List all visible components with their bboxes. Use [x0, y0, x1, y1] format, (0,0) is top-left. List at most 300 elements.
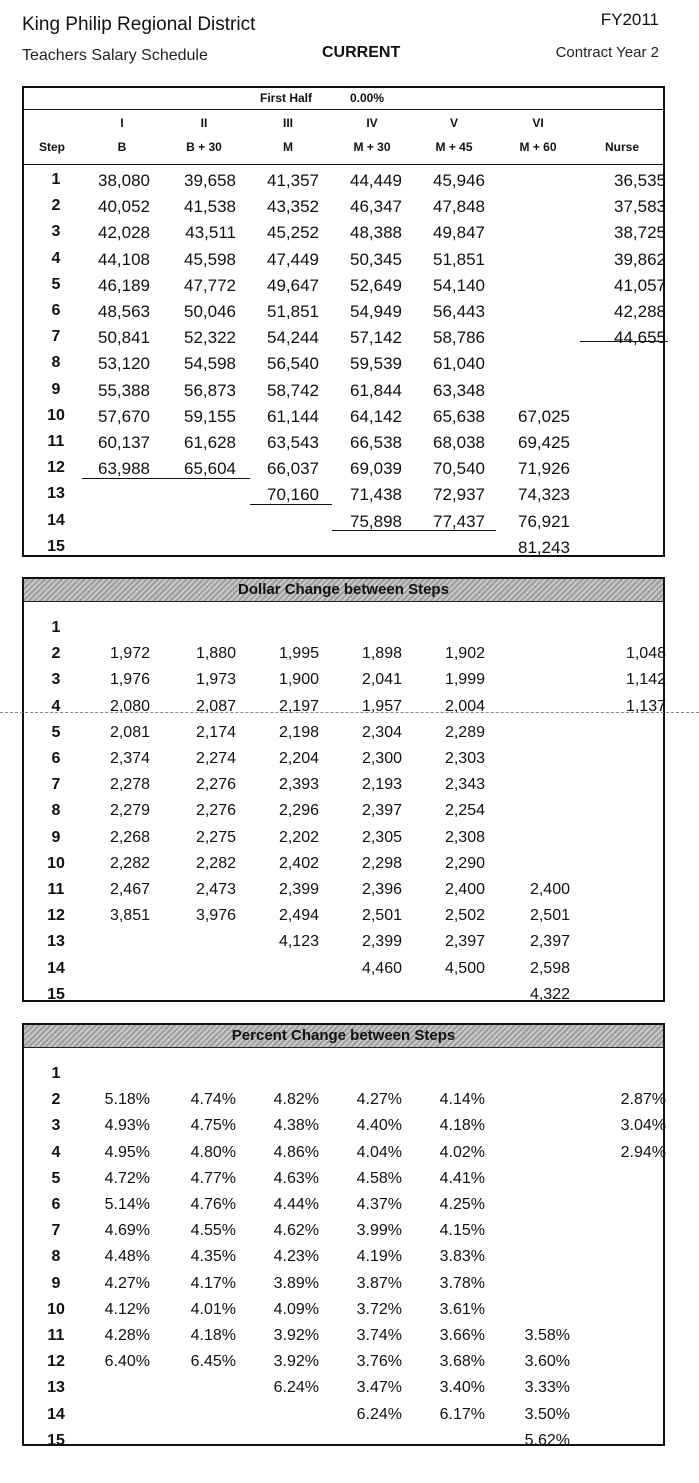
- value-cell: 2,473: [195, 881, 236, 898]
- value-cell: 1,995: [278, 645, 319, 663]
- value-cell: 1,972: [109, 645, 150, 663]
- value-cell: 65,604: [184, 459, 236, 479]
- value-cell: 2,467: [109, 881, 150, 898]
- value-cell: 4.80%: [190, 1143, 236, 1161]
- step-number: 10: [47, 406, 65, 424]
- step-number: 9: [51, 828, 61, 846]
- step-number: 6: [51, 302, 61, 319]
- value-cell: 75,898: [350, 511, 402, 531]
- column-header: B + 30: [186, 140, 222, 154]
- value-cell: 4.09%: [273, 1300, 319, 1318]
- value-cell: 46,189: [98, 275, 150, 295]
- value-cell: 4.38%: [273, 1117, 319, 1135]
- table-row: [24, 671, 666, 697]
- value-cell: 3.99%: [356, 1222, 402, 1240]
- roman-numeral-row: [24, 116, 663, 132]
- value-cell: 38,080: [98, 171, 150, 190]
- contract-year: Contract Year 2: [555, 44, 659, 61]
- value-cell: 70,540: [433, 459, 485, 479]
- value-cell: 4.23%: [273, 1248, 319, 1266]
- value-cell: 5.18%: [104, 1091, 150, 1109]
- step-number: 14: [47, 1405, 65, 1423]
- step-number: 1: [51, 619, 61, 636]
- dollar-change-title: Dollar Change between Steps: [238, 581, 449, 598]
- value-cell: 1,048: [625, 645, 666, 663]
- column-header: M: [283, 140, 293, 154]
- value-cell: 2,081: [109, 723, 150, 741]
- value-cell: 55,388: [98, 380, 150, 400]
- value-cell: 54,949: [350, 302, 402, 321]
- value-cell: 77,437: [433, 511, 485, 531]
- value-cell: 6.45%: [190, 1353, 236, 1371]
- step-number: 8: [51, 1248, 61, 1266]
- value-cell: 2,279: [109, 802, 150, 820]
- value-cell: 2,343: [444, 776, 485, 794]
- district-title: King Philip Regional District: [22, 14, 256, 35]
- step-number: 4: [51, 697, 61, 715]
- value-cell: 52,322: [184, 328, 236, 348]
- value-cell: 2,501: [529, 907, 570, 925]
- table-row: [24, 1143, 666, 1170]
- value-cell: 6.24%: [356, 1405, 402, 1423]
- value-cell: 2,193: [361, 776, 402, 794]
- value-cell: 2,274: [195, 750, 236, 767]
- roman-header: II: [200, 116, 208, 130]
- step-number: 7: [51, 1222, 61, 1240]
- value-cell: 4.44%: [273, 1196, 319, 1213]
- value-cell: 54,244: [267, 328, 319, 348]
- value-cell: 4.14%: [439, 1091, 485, 1109]
- value-cell: 2,004: [444, 697, 485, 715]
- value-cell: 2,300: [361, 750, 402, 767]
- table-row: [24, 171, 666, 197]
- value-cell: 3.92%: [273, 1327, 319, 1344]
- value-cell: 44,449: [350, 171, 402, 190]
- table-row: [24, 1275, 663, 1301]
- value-cell: 4.12%: [104, 1300, 150, 1318]
- table-row: [24, 1196, 663, 1222]
- value-cell: 3.61%: [439, 1300, 485, 1318]
- value-cell: 1,880: [195, 645, 236, 663]
- value-cell: 54,140: [433, 275, 485, 295]
- value-cell: 1,902: [444, 645, 485, 663]
- table-row: [24, 750, 663, 776]
- value-cell: 3.33%: [524, 1379, 570, 1397]
- step-number: 10: [47, 854, 65, 872]
- step-number: 6: [51, 1196, 61, 1213]
- value-cell: 5.62%: [524, 1431, 570, 1449]
- value-cell: 3.50%: [524, 1405, 570, 1423]
- value-cell: 4.18%: [439, 1117, 485, 1135]
- table-row: [24, 1432, 663, 1458]
- value-cell: 4.40%: [356, 1117, 402, 1135]
- value-cell: 48,388: [350, 223, 402, 243]
- value-cell: 2,304: [361, 723, 402, 741]
- value-cell: 2,254: [444, 802, 485, 820]
- table-row: [24, 645, 666, 671]
- value-cell: 61,040: [433, 354, 485, 374]
- value-cell: 2,041: [361, 671, 402, 689]
- value-cell: 4,322: [529, 985, 570, 1003]
- step-number: 7: [51, 328, 61, 346]
- value-cell: 1,137: [625, 697, 666, 715]
- value-cell: 3.47%: [356, 1379, 402, 1397]
- value-cell: 2,397: [444, 933, 485, 951]
- value-cell: 41,357: [267, 171, 319, 190]
- step-number: 15: [47, 1431, 65, 1449]
- column-header: M + 60: [519, 140, 557, 154]
- value-cell: 65,638: [433, 406, 485, 426]
- roman-header: IV: [366, 116, 378, 130]
- table-row: [24, 328, 666, 354]
- value-cell: 57,670: [98, 406, 150, 426]
- value-cell: 3.74%: [356, 1327, 402, 1344]
- value-cell: 61,628: [184, 433, 236, 452]
- value-cell: 4.15%: [439, 1222, 485, 1240]
- value-cell: 47,772: [184, 275, 236, 295]
- value-cell: 2,399: [361, 933, 402, 951]
- value-cell: 49,847: [433, 223, 485, 243]
- value-cell: 2,198: [278, 723, 319, 741]
- value-cell: 4.17%: [190, 1274, 236, 1292]
- table-row: [24, 459, 663, 485]
- step-number: 14: [47, 511, 65, 529]
- step-number: 1: [51, 171, 61, 188]
- current-label: CURRENT: [322, 44, 401, 61]
- table-row: [24, 1327, 663, 1353]
- header-rule-bottom: [24, 164, 663, 165]
- table-row: [24, 724, 663, 750]
- step-number: 12: [47, 1353, 65, 1371]
- header-rule-top: [24, 109, 663, 110]
- value-cell: 64,142: [350, 406, 402, 426]
- value-cell: 66,037: [267, 459, 319, 479]
- value-cell: 36,535: [614, 171, 666, 190]
- value-cell: 60,137: [98, 433, 150, 452]
- value-cell: 2,393: [278, 776, 319, 794]
- column-label-row: [24, 140, 663, 156]
- value-cell: 70,160: [267, 485, 319, 505]
- value-cell: 39,658: [184, 171, 236, 190]
- value-cell: 6.24%: [273, 1379, 319, 1397]
- value-cell: 2,502: [444, 907, 485, 925]
- step-number: 3: [51, 223, 61, 241]
- value-cell: 4.35%: [190, 1248, 236, 1266]
- value-cell: 4.77%: [190, 1169, 236, 1187]
- value-cell: 3.68%: [439, 1353, 485, 1371]
- value-cell: 6.40%: [104, 1353, 150, 1371]
- value-cell: 44,655: [614, 328, 666, 348]
- table-row: [24, 354, 663, 380]
- value-cell: 61,844: [350, 380, 402, 400]
- value-cell: 49,647: [267, 275, 319, 295]
- value-cell: 4.27%: [104, 1274, 150, 1292]
- value-cell: 4.93%: [104, 1117, 150, 1135]
- step-number: 5: [51, 275, 61, 293]
- value-cell: 50,841: [98, 328, 150, 348]
- dollar-change-banner: [24, 579, 663, 602]
- value-cell: 4.37%: [356, 1196, 402, 1213]
- step-number: 2: [51, 645, 61, 663]
- value-cell: 4.01%: [190, 1300, 236, 1318]
- step-number: 13: [47, 933, 65, 951]
- table-row: [24, 223, 666, 249]
- salary-schedule-table: [22, 86, 665, 557]
- value-cell: 3,976: [195, 907, 236, 925]
- value-cell: 58,742: [267, 380, 319, 400]
- table-row: [24, 960, 663, 986]
- value-cell: 3.60%: [524, 1353, 570, 1371]
- value-cell: 54,598: [184, 354, 236, 374]
- value-cell: 68,038: [433, 433, 485, 452]
- table-row: [24, 829, 663, 855]
- value-cell: 4.02%: [439, 1143, 485, 1161]
- value-cell: 50,046: [184, 302, 236, 321]
- value-cell: 47,848: [433, 197, 485, 217]
- step-number: 11: [47, 433, 65, 450]
- value-cell: 81,243: [518, 537, 570, 557]
- value-cell: 41,538: [184, 197, 236, 217]
- step-column-header: Step: [38, 140, 65, 154]
- table-row: [24, 381, 663, 407]
- table-row: [24, 197, 666, 223]
- step-number: 11: [47, 1327, 65, 1344]
- table-row: [24, 275, 666, 302]
- value-cell: 4.04%: [356, 1143, 402, 1161]
- value-cell: 2.87%: [620, 1091, 666, 1109]
- value-cell: 4.55%: [190, 1222, 236, 1240]
- table-row: [24, 1248, 663, 1274]
- value-cell: 2,598: [529, 959, 570, 977]
- value-cell: 2.94%: [620, 1143, 666, 1161]
- table-row: [24, 986, 663, 1012]
- dollar-change-table: [22, 577, 665, 1002]
- value-cell: 4.95%: [104, 1143, 150, 1161]
- value-cell: 2,204: [278, 750, 319, 767]
- value-cell: 2,400: [444, 881, 485, 898]
- value-cell: 3.87%: [356, 1274, 402, 1292]
- first-half-label: First Half: [260, 91, 313, 105]
- value-cell: 53,120: [98, 354, 150, 374]
- table-row: [24, 933, 663, 959]
- value-cell: 2,087: [195, 697, 236, 715]
- value-cell: 72,937: [433, 485, 485, 505]
- value-cell: 2,501: [361, 907, 402, 925]
- value-cell: 2,268: [109, 828, 150, 846]
- value-cell: 2,397: [361, 802, 402, 820]
- value-cell: 4.19%: [356, 1248, 402, 1266]
- value-cell: 4.72%: [104, 1169, 150, 1187]
- table-row: [24, 697, 666, 724]
- value-cell: 4.82%: [273, 1091, 319, 1109]
- value-cell: 4.75%: [190, 1117, 236, 1135]
- value-cell: 2,303: [444, 750, 485, 767]
- value-cell: 59,539: [350, 354, 402, 374]
- value-cell: 44,108: [98, 249, 150, 269]
- step-number: 2: [51, 197, 61, 215]
- column-header: M + 30: [353, 140, 391, 154]
- step-number: 15: [47, 985, 65, 1003]
- percent-change-table: [22, 1023, 666, 1449]
- step-number: 4: [51, 1143, 61, 1161]
- value-cell: 3.58%: [524, 1327, 570, 1344]
- value-cell: 3.83%: [439, 1248, 485, 1266]
- value-cell: 4.63%: [273, 1169, 319, 1187]
- step-number: 14: [47, 959, 65, 977]
- value-cell: 41,057: [614, 275, 666, 295]
- value-cell: 61,144: [267, 406, 319, 426]
- table-row: [24, 1117, 666, 1143]
- step-number: 3: [51, 1117, 61, 1135]
- roman-header: V: [449, 116, 458, 130]
- table-row: [24, 1379, 663, 1405]
- value-cell: 2,080: [109, 697, 150, 715]
- step-number: 1: [51, 1065, 61, 1082]
- value-cell: 2,402: [278, 854, 319, 872]
- value-cell: 45,946: [433, 171, 485, 190]
- value-cell: 4.27%: [356, 1091, 402, 1109]
- step-number: 8: [51, 354, 61, 372]
- value-cell: 2,399: [278, 881, 319, 898]
- value-cell: 2,197: [278, 697, 319, 715]
- table-row: [24, 407, 663, 433]
- value-cell: 4.48%: [104, 1248, 150, 1266]
- value-cell: 4,460: [361, 959, 402, 977]
- table-row: [24, 1091, 666, 1117]
- value-cell: 37,583: [614, 197, 666, 217]
- value-cell: 2,305: [361, 828, 402, 846]
- value-cell: 66,538: [350, 433, 402, 452]
- column-header: Nurse: [604, 140, 639, 154]
- step-number: 2: [51, 1091, 61, 1109]
- step-number: 10: [47, 1300, 65, 1318]
- table-row: [24, 485, 663, 511]
- value-cell: 38,725: [614, 223, 666, 243]
- value-cell: 3.72%: [356, 1300, 402, 1318]
- fiscal-year: FY2011: [600, 10, 659, 29]
- value-cell: 4.41%: [439, 1169, 485, 1187]
- value-cell: 2,298: [361, 854, 402, 872]
- step-number: 9: [51, 380, 61, 398]
- table-row: [24, 1065, 663, 1091]
- table-row: [24, 1301, 663, 1327]
- table-row: [24, 1222, 663, 1248]
- value-cell: 4.76%: [190, 1196, 236, 1213]
- value-cell: 4,123: [278, 933, 319, 951]
- value-cell: 48,563: [98, 302, 150, 321]
- step-number: 4: [51, 249, 61, 267]
- m-col-end-rule: [250, 504, 332, 505]
- roman-header: III: [282, 116, 293, 130]
- step-number: 13: [47, 1379, 65, 1397]
- table-row: [24, 249, 666, 276]
- value-cell: 71,438: [350, 485, 402, 505]
- table-row: [24, 881, 663, 907]
- value-cell: 58,786: [433, 328, 485, 348]
- value-cell: 4.58%: [356, 1169, 402, 1187]
- schedule-subtitle: Teachers Salary Schedule: [22, 47, 208, 64]
- step-number: 15: [47, 537, 65, 555]
- table-row: [24, 802, 663, 828]
- value-cell: 4.28%: [104, 1327, 150, 1344]
- step-number: 13: [47, 485, 65, 503]
- value-cell: 2,374: [109, 750, 150, 767]
- table-row: [24, 855, 663, 881]
- table-row: [24, 776, 663, 802]
- value-cell: 1,999: [444, 671, 485, 689]
- value-cell: 2,282: [195, 854, 236, 872]
- step-number: 3: [51, 671, 61, 689]
- table-row: [24, 1406, 663, 1432]
- value-cell: 69,039: [350, 459, 402, 479]
- value-cell: 3.40%: [439, 1379, 485, 1397]
- table-row: [24, 538, 663, 564]
- value-cell: 2,278: [109, 776, 150, 794]
- b-cols-end-rule: [82, 478, 250, 479]
- table-row: [24, 512, 663, 538]
- value-cell: 1,898: [361, 645, 402, 663]
- roman-header: I: [120, 116, 124, 130]
- step-number: 7: [51, 776, 61, 794]
- value-cell: 51,851: [267, 302, 319, 321]
- column-header: B: [117, 140, 127, 154]
- value-cell: 69,425: [518, 433, 570, 452]
- value-cell: 57,142: [350, 328, 402, 348]
- value-cell: 1,976: [109, 671, 150, 689]
- value-cell: 2,397: [529, 933, 570, 951]
- value-cell: 2,282: [109, 854, 150, 872]
- value-cell: 50,345: [350, 249, 402, 269]
- value-cell: 2,289: [444, 723, 485, 741]
- value-cell: 56,540: [267, 354, 319, 374]
- value-cell: 1,142: [625, 671, 666, 689]
- value-cell: 56,443: [433, 302, 485, 321]
- value-cell: 52,649: [350, 275, 402, 295]
- value-cell: 2,275: [195, 828, 236, 846]
- column-header: M + 45: [435, 140, 473, 154]
- step-number: 11: [47, 881, 65, 898]
- value-cell: 4.69%: [104, 1222, 150, 1240]
- table-row: [24, 1353, 663, 1379]
- value-cell: 2,308: [444, 828, 485, 846]
- step-number: 12: [47, 459, 65, 477]
- value-cell: 6.17%: [439, 1405, 485, 1423]
- value-cell: 3.92%: [273, 1353, 319, 1371]
- value-cell: 39,862: [614, 249, 666, 269]
- value-cell: 1,957: [361, 697, 402, 715]
- value-cell: 4.62%: [273, 1222, 319, 1240]
- value-cell: 45,252: [267, 223, 319, 243]
- step-number: 5: [51, 723, 61, 741]
- value-cell: 3.66%: [439, 1327, 485, 1344]
- value-cell: 42,028: [98, 223, 150, 243]
- value-cell: 3.76%: [356, 1353, 402, 1371]
- value-cell: 2,400: [529, 881, 570, 898]
- value-cell: 3.89%: [273, 1274, 319, 1292]
- m30-m45-end-rule: [332, 530, 496, 531]
- step-number: 5: [51, 1169, 61, 1187]
- value-cell: 1,900: [278, 671, 319, 689]
- value-cell: 63,543: [267, 433, 319, 452]
- value-cell: 2,276: [195, 776, 236, 794]
- value-cell: 56,873: [184, 380, 236, 400]
- value-cell: 4.25%: [439, 1196, 485, 1213]
- step-number: 8: [51, 802, 61, 820]
- step-number: 9: [51, 1274, 61, 1292]
- value-cell: 2,290: [444, 854, 485, 872]
- value-cell: 2,174: [195, 723, 236, 741]
- value-cell: 2,276: [195, 802, 236, 820]
